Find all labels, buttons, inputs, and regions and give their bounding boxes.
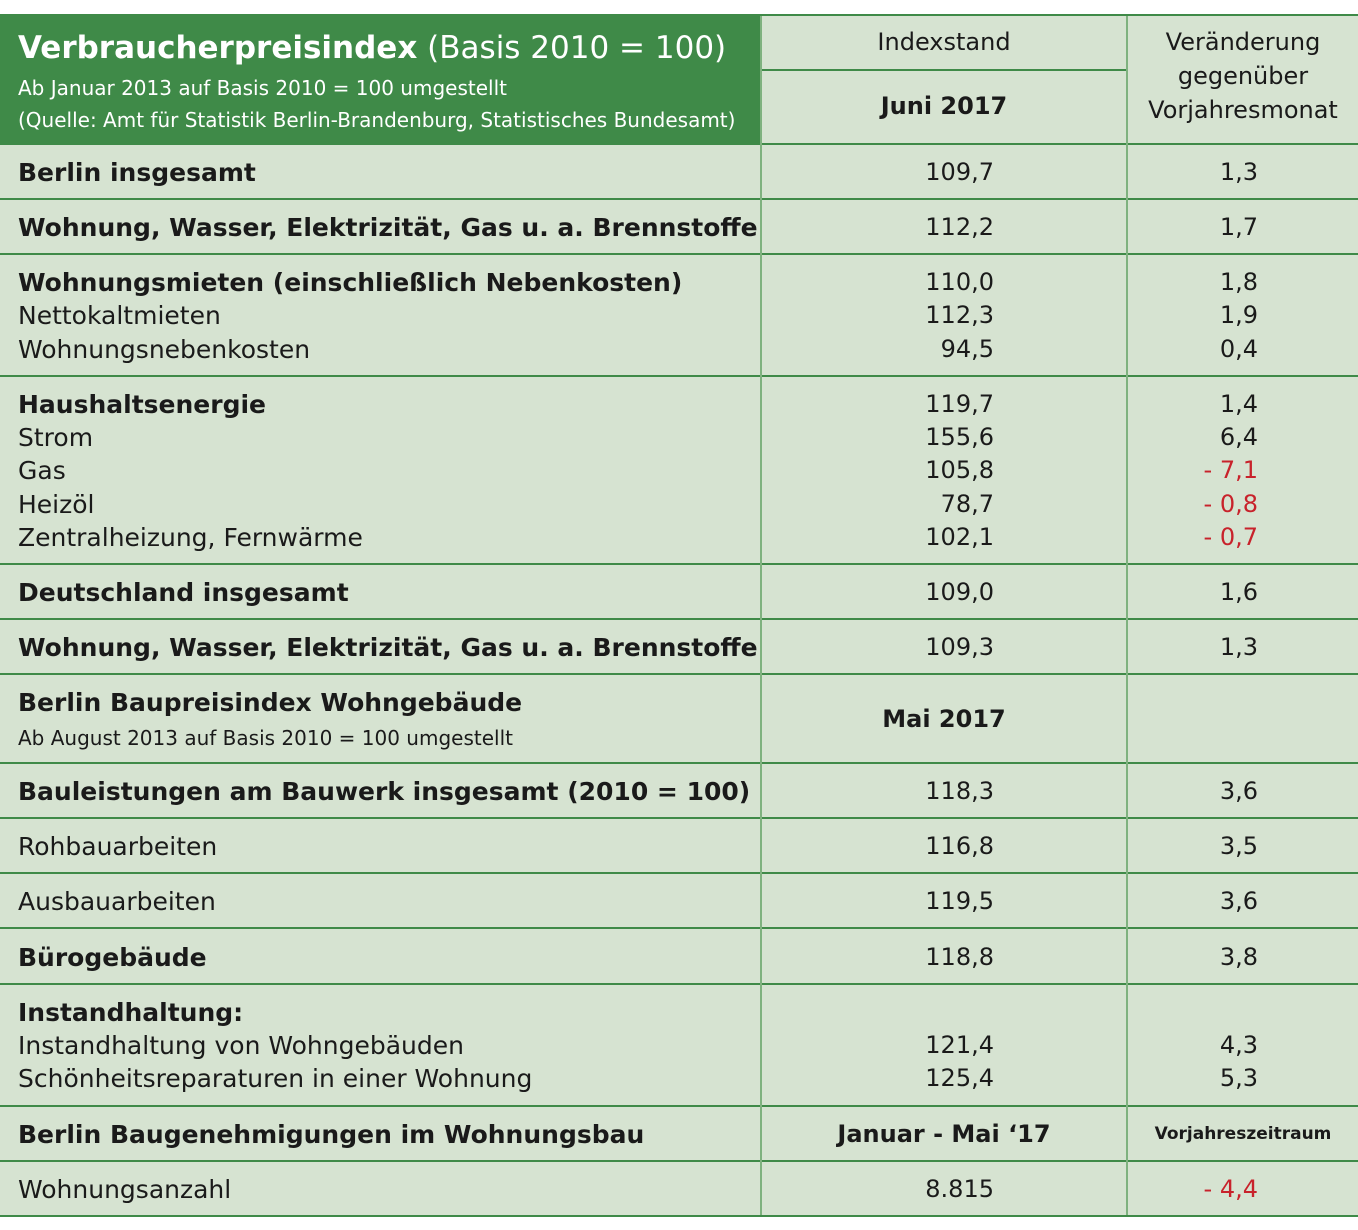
row-label: Instandhaltung von Wohngebäuden bbox=[18, 1031, 464, 1060]
row-value: 8.815 bbox=[925, 1175, 994, 1203]
row-change-negative: - 0,8 bbox=[1203, 490, 1258, 518]
row-label: Wohnung, Wasser, Elektrizität, Gas u. a. Brennstoffe bbox=[18, 633, 758, 662]
column-header-change-line2: gegenüber bbox=[1177, 62, 1309, 90]
row-change: 1,3 bbox=[1219, 158, 1258, 186]
row-label: Wohnung, Wasser, Elektrizität, Gas u. a. Brennstoffe bbox=[18, 213, 758, 242]
section-period: Mai 2017 bbox=[882, 705, 1006, 733]
row-label: Bürogebäude bbox=[18, 943, 207, 972]
row-label: Haushaltsenergie bbox=[18, 390, 266, 419]
row-label: Nettokaltmieten bbox=[18, 301, 221, 330]
row-value: 112,2 bbox=[925, 213, 994, 241]
row-change: 1,8 bbox=[1219, 268, 1258, 296]
row-value: 109,7 bbox=[925, 158, 994, 186]
row-change: 3,6 bbox=[1219, 887, 1258, 915]
row-divider bbox=[0, 1105, 1358, 1107]
row-change: 3,5 bbox=[1219, 832, 1258, 860]
row-divider bbox=[0, 673, 1358, 675]
row-value: 118,3 bbox=[925, 777, 994, 805]
row-change: 1,4 bbox=[1219, 390, 1258, 418]
header-divider bbox=[762, 69, 1126, 71]
row-value: 121,4 bbox=[925, 1031, 994, 1059]
row-value: 110,0 bbox=[925, 268, 994, 296]
row-divider bbox=[0, 375, 1358, 377]
row-value: 109,0 bbox=[925, 578, 994, 606]
row-value: 116,8 bbox=[925, 832, 994, 860]
table-header-title-cell bbox=[0, 16, 760, 144]
row-label: Ausbauarbeiten bbox=[18, 887, 216, 916]
row-change: 6,4 bbox=[1219, 423, 1258, 451]
row-divider bbox=[0, 198, 1358, 200]
row-divider bbox=[0, 1160, 1358, 1162]
row-divider bbox=[0, 618, 1358, 620]
row-value: 109,3 bbox=[925, 633, 994, 661]
row-label: Deutschland insgesamt bbox=[18, 578, 349, 607]
column-header-change-line3: Vorjahresmonat bbox=[1148, 96, 1338, 124]
row-change: 3,8 bbox=[1219, 943, 1258, 971]
price-index-table bbox=[0, 14, 1358, 1217]
row-value: 119,7 bbox=[925, 390, 994, 418]
section-subtitle: Ab August 2013 auf Basis 2010 = 100 umgestellt bbox=[18, 726, 513, 750]
row-label: Heizöl bbox=[18, 490, 95, 519]
table-title: Verbraucherpreisindex (Basis 2010 = 100) bbox=[18, 30, 727, 66]
column-header-change-line1: Veränderung bbox=[1165, 28, 1321, 56]
column-header-period: Juni 2017 bbox=[880, 92, 1008, 120]
row-divider bbox=[0, 817, 1358, 819]
row-change: 1,9 bbox=[1219, 301, 1258, 329]
row-divider bbox=[0, 872, 1358, 874]
row-label: Wohnungsmieten (einschließlich Nebenkosten) bbox=[18, 268, 683, 297]
section-title: Berlin Baupreisindex Wohngebäude bbox=[18, 688, 523, 717]
row-value: 94,5 bbox=[940, 335, 994, 363]
row-divider bbox=[0, 563, 1358, 565]
table-source: (Quelle: Amt für Statistik Berlin-Brandenburg, Statistisches Bundesamt) bbox=[18, 108, 736, 132]
section-period: Januar - Mai ‘17 bbox=[837, 1120, 1051, 1148]
row-label: Rohbauarbeiten bbox=[18, 832, 218, 861]
row-change: 4,3 bbox=[1219, 1031, 1258, 1059]
row-value: 105,8 bbox=[925, 456, 994, 484]
row-change: 3,6 bbox=[1219, 777, 1258, 805]
row-change: 1,7 bbox=[1219, 213, 1258, 241]
row-value: 118,8 bbox=[925, 943, 994, 971]
row-value: 102,1 bbox=[925, 523, 994, 551]
row-label: Gas bbox=[18, 456, 66, 485]
row-label: Instandhaltung: bbox=[18, 998, 244, 1027]
row-change: 1,6 bbox=[1219, 578, 1258, 606]
row-value: 155,6 bbox=[925, 423, 994, 451]
row-change-negative: - 7,1 bbox=[1203, 456, 1258, 484]
row-label: Wohnungsanzahl bbox=[18, 1175, 232, 1204]
row-value: 78,7 bbox=[940, 490, 994, 518]
row-value: 119,5 bbox=[925, 887, 994, 915]
row-change-negative: - 4,4 bbox=[1203, 1175, 1258, 1203]
row-value: 112,3 bbox=[925, 301, 994, 329]
row-label: Berlin insgesamt bbox=[18, 158, 256, 187]
row-divider bbox=[0, 143, 1358, 145]
row-divider bbox=[0, 983, 1358, 985]
row-change: 5,3 bbox=[1219, 1064, 1258, 1092]
row-value: 125,4 bbox=[925, 1064, 994, 1092]
row-change: 1,3 bbox=[1219, 633, 1258, 661]
section-title: Berlin Baugenehmigungen im Wohnungsbau bbox=[18, 1120, 645, 1149]
row-change-negative: - 0,7 bbox=[1203, 523, 1258, 551]
column-header-index: Indexstand bbox=[877, 28, 1011, 56]
row-divider bbox=[0, 927, 1358, 929]
row-label: Schönheitsreparaturen in einer Wohnung bbox=[18, 1064, 533, 1093]
section-compare-label: Vorjahreszeitraum bbox=[1154, 1124, 1332, 1144]
row-label: Wohnungsnebenkosten bbox=[18, 335, 311, 364]
row-divider bbox=[0, 762, 1358, 764]
row-label: Bauleistungen am Bauwerk insgesamt (2010 = 100) bbox=[18, 777, 751, 806]
row-label: Strom bbox=[18, 423, 94, 452]
row-divider bbox=[0, 253, 1358, 255]
table-subtitle: Ab Januar 2013 auf Basis 2010 = 100 umgestellt bbox=[18, 76, 507, 100]
row-label: Zentralheizung, Fernwärme bbox=[18, 523, 363, 552]
row-change: 0,4 bbox=[1219, 335, 1258, 363]
